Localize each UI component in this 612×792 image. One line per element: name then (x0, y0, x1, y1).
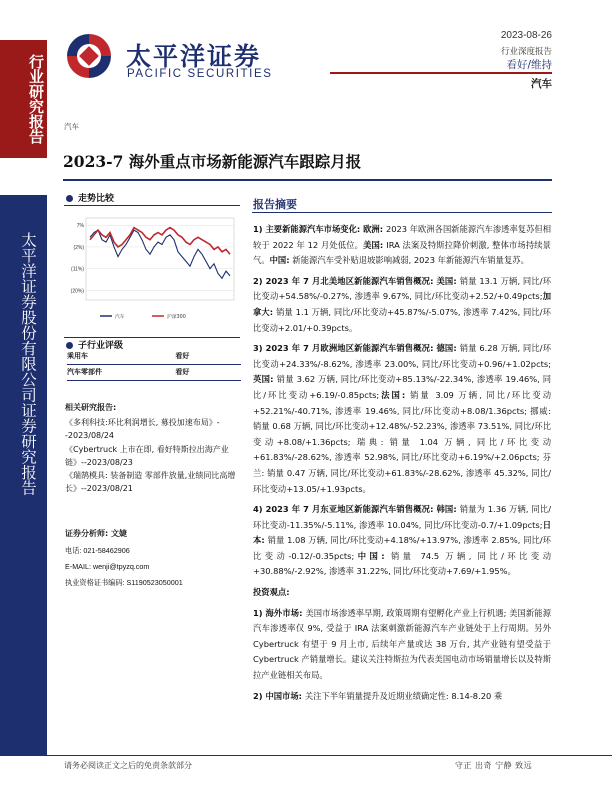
footer-motto: 守正 出奇 宁静 致远 (455, 761, 533, 770)
abstract-paragraph: 2) 2023 年 7 月北美地区新能源汽车销售概况: 美国: 销量 13.1 万辆, 同比/环比变动+54.58%/-0.27%, 渗透率 9.67%, 同比/环比变动+2.52/+0.49pcts;加拿大: 销量 1.1 万辆, 同比/环比变动+45.87%/-5.07%, 渗透率 7.42%, 同比/环比变动+2.01/+0.39pcts。 (253, 275, 551, 333)
abstract-heading: 报告摘要 (253, 198, 297, 211)
brand-name-en: PACIFIC SECURITIES (127, 68, 273, 80)
abstract-body (253, 222, 551, 709)
sidebar-bottom-label: 太平洋证券股份有限公司证券研究报告 (19, 232, 37, 496)
view-paragraph: 2) 中国市场: 关注下半年销量提升及近期业绩确定性: 8.14-8.20 乘 (253, 690, 503, 701)
chart-series-line (90, 228, 230, 255)
header-divider (330, 72, 552, 74)
related-reports-list (65, 416, 243, 496)
abstract-paragraph: 4) 2023 年 7 月东亚地区新能源汽车销售概况: 韩国: 销量为 1.36 万辆, 同比/环比变动-11.35%/-5.11%, 渗透率 10.04%, 同比/环比变动-0.7/+1.09pcts;日本: 销量 1.08 万辆, 同比/环比变动+4.18%/+13.97%, 渗透率 2.85%, 同比/环比变动-0.12/-0.35pcts;中国: 销量 74.5 万辆, 同比/环比变动+30.88%/-2.92%, 渗透率 31.22%, 同比/环比变动+7.69/+1.95%。 (253, 504, 551, 577)
rating-section-heading: 子行业评级 (66, 338, 123, 351)
related-reports-heading: 相关研究报告: (65, 403, 117, 412)
subsector-rating: 看好 (135, 365, 241, 381)
trend-chart (64, 212, 240, 326)
page-title: 2023-7 海外重点市场新能源汽车跟踪月报 (63, 152, 362, 171)
abstract-paragraph: 3) 2023 年 7 月欧洲地区新能源汽车销售概况: 德国: 销量 6.28 万辆, 同比/环比变动+24.33%/-8.62%, 渗透率 23.00%, 同比/环比变动+0.96/+1.02pcts;英国: 销量 3.62 万辆, 同比/环比变动+85.13%/-22.34%, 渗透率 19.46%, 同比/环比变动+6.19/-0.85pcts;法国: 销量 3.09 万辆, 同比/环比变动+52.21%/-40.71%, 渗透率 19.46%, 同比/环比变动+8.08/1.36pcts; 挪威: 销量 0.68 万辆, 同比/环比变动+12.48%/-52.23%, 渗透率 73.51%, 同比/环比变动+8.08/+1.36pcts; 瑞典: 销量 1.04 万辆, 同比/环比变动+61.83%/-28.62%, 渗透率 52.98%, 同比/环比变动+6.19%/+2.06pcts; 芬兰: 销量 0.47 万辆, 同比/环比变动+61.83%/-28.62%, 渗透率 45.32%, 同比/环比变动+13.05/+1.93pcts。 (253, 343, 551, 494)
sidebar-band (0, 0, 47, 792)
title-divider (63, 179, 552, 181)
subsector-name: 汽车零部件 (67, 365, 135, 381)
views-heading: 投资观点: (253, 587, 290, 598)
view-paragraph: 1) 海外市场: 美国市场渗透率早期, 政策周期有望孵化产业上行机遇; 美国新能源汽车渗透率仅 9%, 受益于 IRA 法案刺激新能源汽车产业链处于上行周期。另外 Cybertruck 有望于 9 月上市, 后续年产量或达 38 万台, 其产业链有望受益于 Cybertruck 产销量增长。建议关注特斯拉为代表美国电动市场销量增长以及特斯拉产业链相关布局。 (253, 607, 551, 681)
industry-rating: 看好/维持 (506, 59, 552, 71)
sidebar-top-label: 行业研究报告 (27, 54, 45, 144)
bullet-icon (66, 342, 73, 349)
pacific-securities-logo-icon (63, 30, 115, 82)
abstract-paragraph: 1) 主要新能源汽车市场变化: 欧洲: 2023 年欧洲各国新能源汽车渗透率复苏但相较于 2022 年 12 月处低位。美国: IRA 法案及特斯拉降价刺激, 整体市场持续景气。中国: 新能源汽车受补贴退坡影响减弱, 2023 年新能源汽车销量复苏。 (253, 224, 551, 266)
related-report-item[interactable]: 《多利科技:环比利润增长, 募投加速布局》--2023/08/24 (65, 418, 220, 441)
report-type: 行业深度报告 (500, 47, 552, 57)
analyst-email[interactable]: E-MAIL: wenji@tpyzq.com (65, 562, 150, 571)
chart-series-line (90, 230, 230, 278)
footer-rule (0, 755, 612, 756)
chart-ytick-label: (2%) (73, 244, 84, 251)
related-report-item[interactable]: 《瑞鹄模具: 装备制造 零部件放量,业绩同比高增长》--2023/08/21 (65, 471, 236, 494)
chart-ytick-label: (20%) (70, 288, 84, 295)
bullet-icon (66, 195, 73, 202)
footer-disclaimer: 请务必阅读正文之后的免责条款部分 (64, 761, 192, 770)
table-row (67, 349, 241, 365)
subsector-rating: 看好 (135, 349, 241, 365)
brand-name-cn: 太平洋证券 (126, 42, 262, 71)
trend-rule (64, 205, 240, 206)
report-date: 2023-08-26 (500, 30, 552, 41)
table-row (67, 365, 241, 381)
chart-legend-label: 汽车 (115, 315, 125, 320)
chart-frame (86, 218, 234, 300)
sector-label: 汽车 (531, 78, 552, 90)
analyst-phone: 电话: 021-58462906 (65, 546, 130, 555)
category-label: 汽车 (64, 122, 79, 131)
abstract-rule (252, 212, 552, 213)
subsector-rating-table (67, 349, 241, 381)
subsector-name: 乘用车 (67, 349, 135, 365)
analyst-heading: 证券分析师: 文婕 (65, 529, 127, 538)
analyst-license: 执业资格证书编码: S1190523050001 (65, 578, 183, 587)
related-report-item[interactable]: 《Cybertruck 上市在即, 看好特斯拉出海产业链》--2023/08/23 (65, 444, 229, 467)
trend-section-heading: 走势比较 (66, 191, 114, 204)
chart-ytick-label: (11%) (71, 266, 84, 273)
chart-ytick-label: 7% (76, 223, 84, 230)
chart-legend-label: 沪深300 (167, 315, 186, 320)
